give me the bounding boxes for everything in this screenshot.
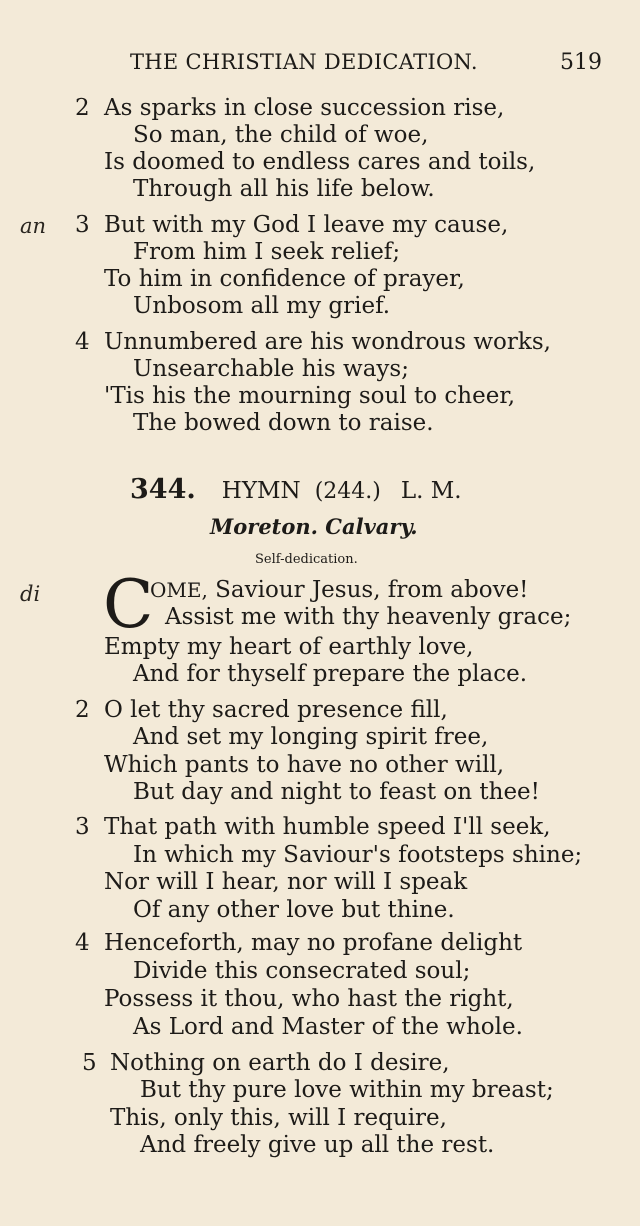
- tune-names: Moreton. Calvary.: [210, 514, 418, 539]
- verse-line: So man, the child of woe,: [133, 122, 429, 148]
- stanza-number: 2: [75, 697, 90, 723]
- verse-line: And set my longing spirit free,: [133, 724, 489, 750]
- verse-line: Of any other love but thine.: [133, 897, 455, 923]
- verse-line: [150, 576, 528, 604]
- stanza-number: 4: [75, 329, 90, 355]
- page-header: [130, 50, 610, 80]
- margin-note: an: [20, 214, 47, 238]
- verse-line: Assist me with thy heavenly grace;: [165, 604, 572, 630]
- page-number: 519: [560, 50, 602, 75]
- margin-note: di: [20, 582, 41, 606]
- verse-line: Unbosom all my grief.: [133, 293, 391, 319]
- hymn-reference: (244.): [314, 479, 381, 504]
- verse-line-tail: Saviour Jesus, from above!: [207, 577, 529, 603]
- verse-line: Unsearchable his ways;: [133, 356, 409, 382]
- verse-line: Nothing on earth do I desire,: [110, 1050, 450, 1076]
- verse-line: As sparks in close succession rise,: [104, 95, 505, 121]
- verse-line: This, only this, will I require,: [110, 1105, 447, 1131]
- hymn-meter: L. M.: [400, 478, 462, 504]
- hymn-subject: Self-dedication.: [255, 552, 358, 567]
- verse-line: And for thyself prepare the place.: [133, 661, 528, 687]
- verse-line: O let thy sacred presence fill,: [104, 697, 448, 723]
- verse-line: Nor will I hear, nor will I speak: [104, 869, 468, 895]
- verse-line: But thy pure love within my breast;: [140, 1077, 554, 1103]
- verse-line: As Lord and Master of the whole.: [133, 1014, 523, 1040]
- verse-line: 'Tis his the mourning soul to cheer,: [104, 383, 516, 409]
- verse-line: That path with humble speed I'll seek,: [104, 814, 551, 840]
- verse-line: Through all his life below.: [133, 176, 435, 202]
- verse-line: Which pants to have no other will,: [104, 752, 505, 778]
- stanza-number: 3: [75, 814, 90, 840]
- stanza-number: 2: [75, 95, 90, 121]
- stanza-number: 4: [75, 930, 90, 956]
- verse-line: Possess it thou, who hast the right,: [104, 986, 514, 1012]
- stanza-number: 3: [75, 212, 90, 238]
- verse-line: Unnumbered are his wondrous works,: [104, 329, 551, 355]
- verse-line: The bowed down to raise.: [133, 410, 434, 436]
- verse-line: To him in confidence of prayer,: [104, 266, 465, 292]
- verse-line: In which my Saviour's footsteps shine;: [133, 842, 583, 868]
- verse-line: Is doomed to endless cares and toils,: [104, 149, 536, 175]
- drop-cap: C: [103, 566, 154, 643]
- verse-line: Empty my heart of earthly love,: [104, 634, 474, 660]
- verse-line: From him I seek relief;: [133, 239, 401, 265]
- verse-line: Divide this consecrated soul;: [133, 958, 471, 984]
- verse-line: And freely give up all the rest.: [140, 1132, 495, 1158]
- hymn-label: HYMN: [221, 478, 301, 504]
- verse-line: But with my God I leave my cause,: [104, 212, 509, 238]
- verse-line: Henceforth, may no profane delight: [104, 930, 523, 956]
- stanza-number: 5: [82, 1050, 97, 1076]
- hymn-number: 344.: [130, 474, 196, 505]
- small-caps-opening: OME,: [150, 578, 208, 602]
- verse-line: But day and night to feast on thee!: [133, 779, 540, 805]
- running-title: THE CHRISTIAN DEDICATION.: [130, 50, 478, 74]
- hymn-heading: [130, 474, 462, 505]
